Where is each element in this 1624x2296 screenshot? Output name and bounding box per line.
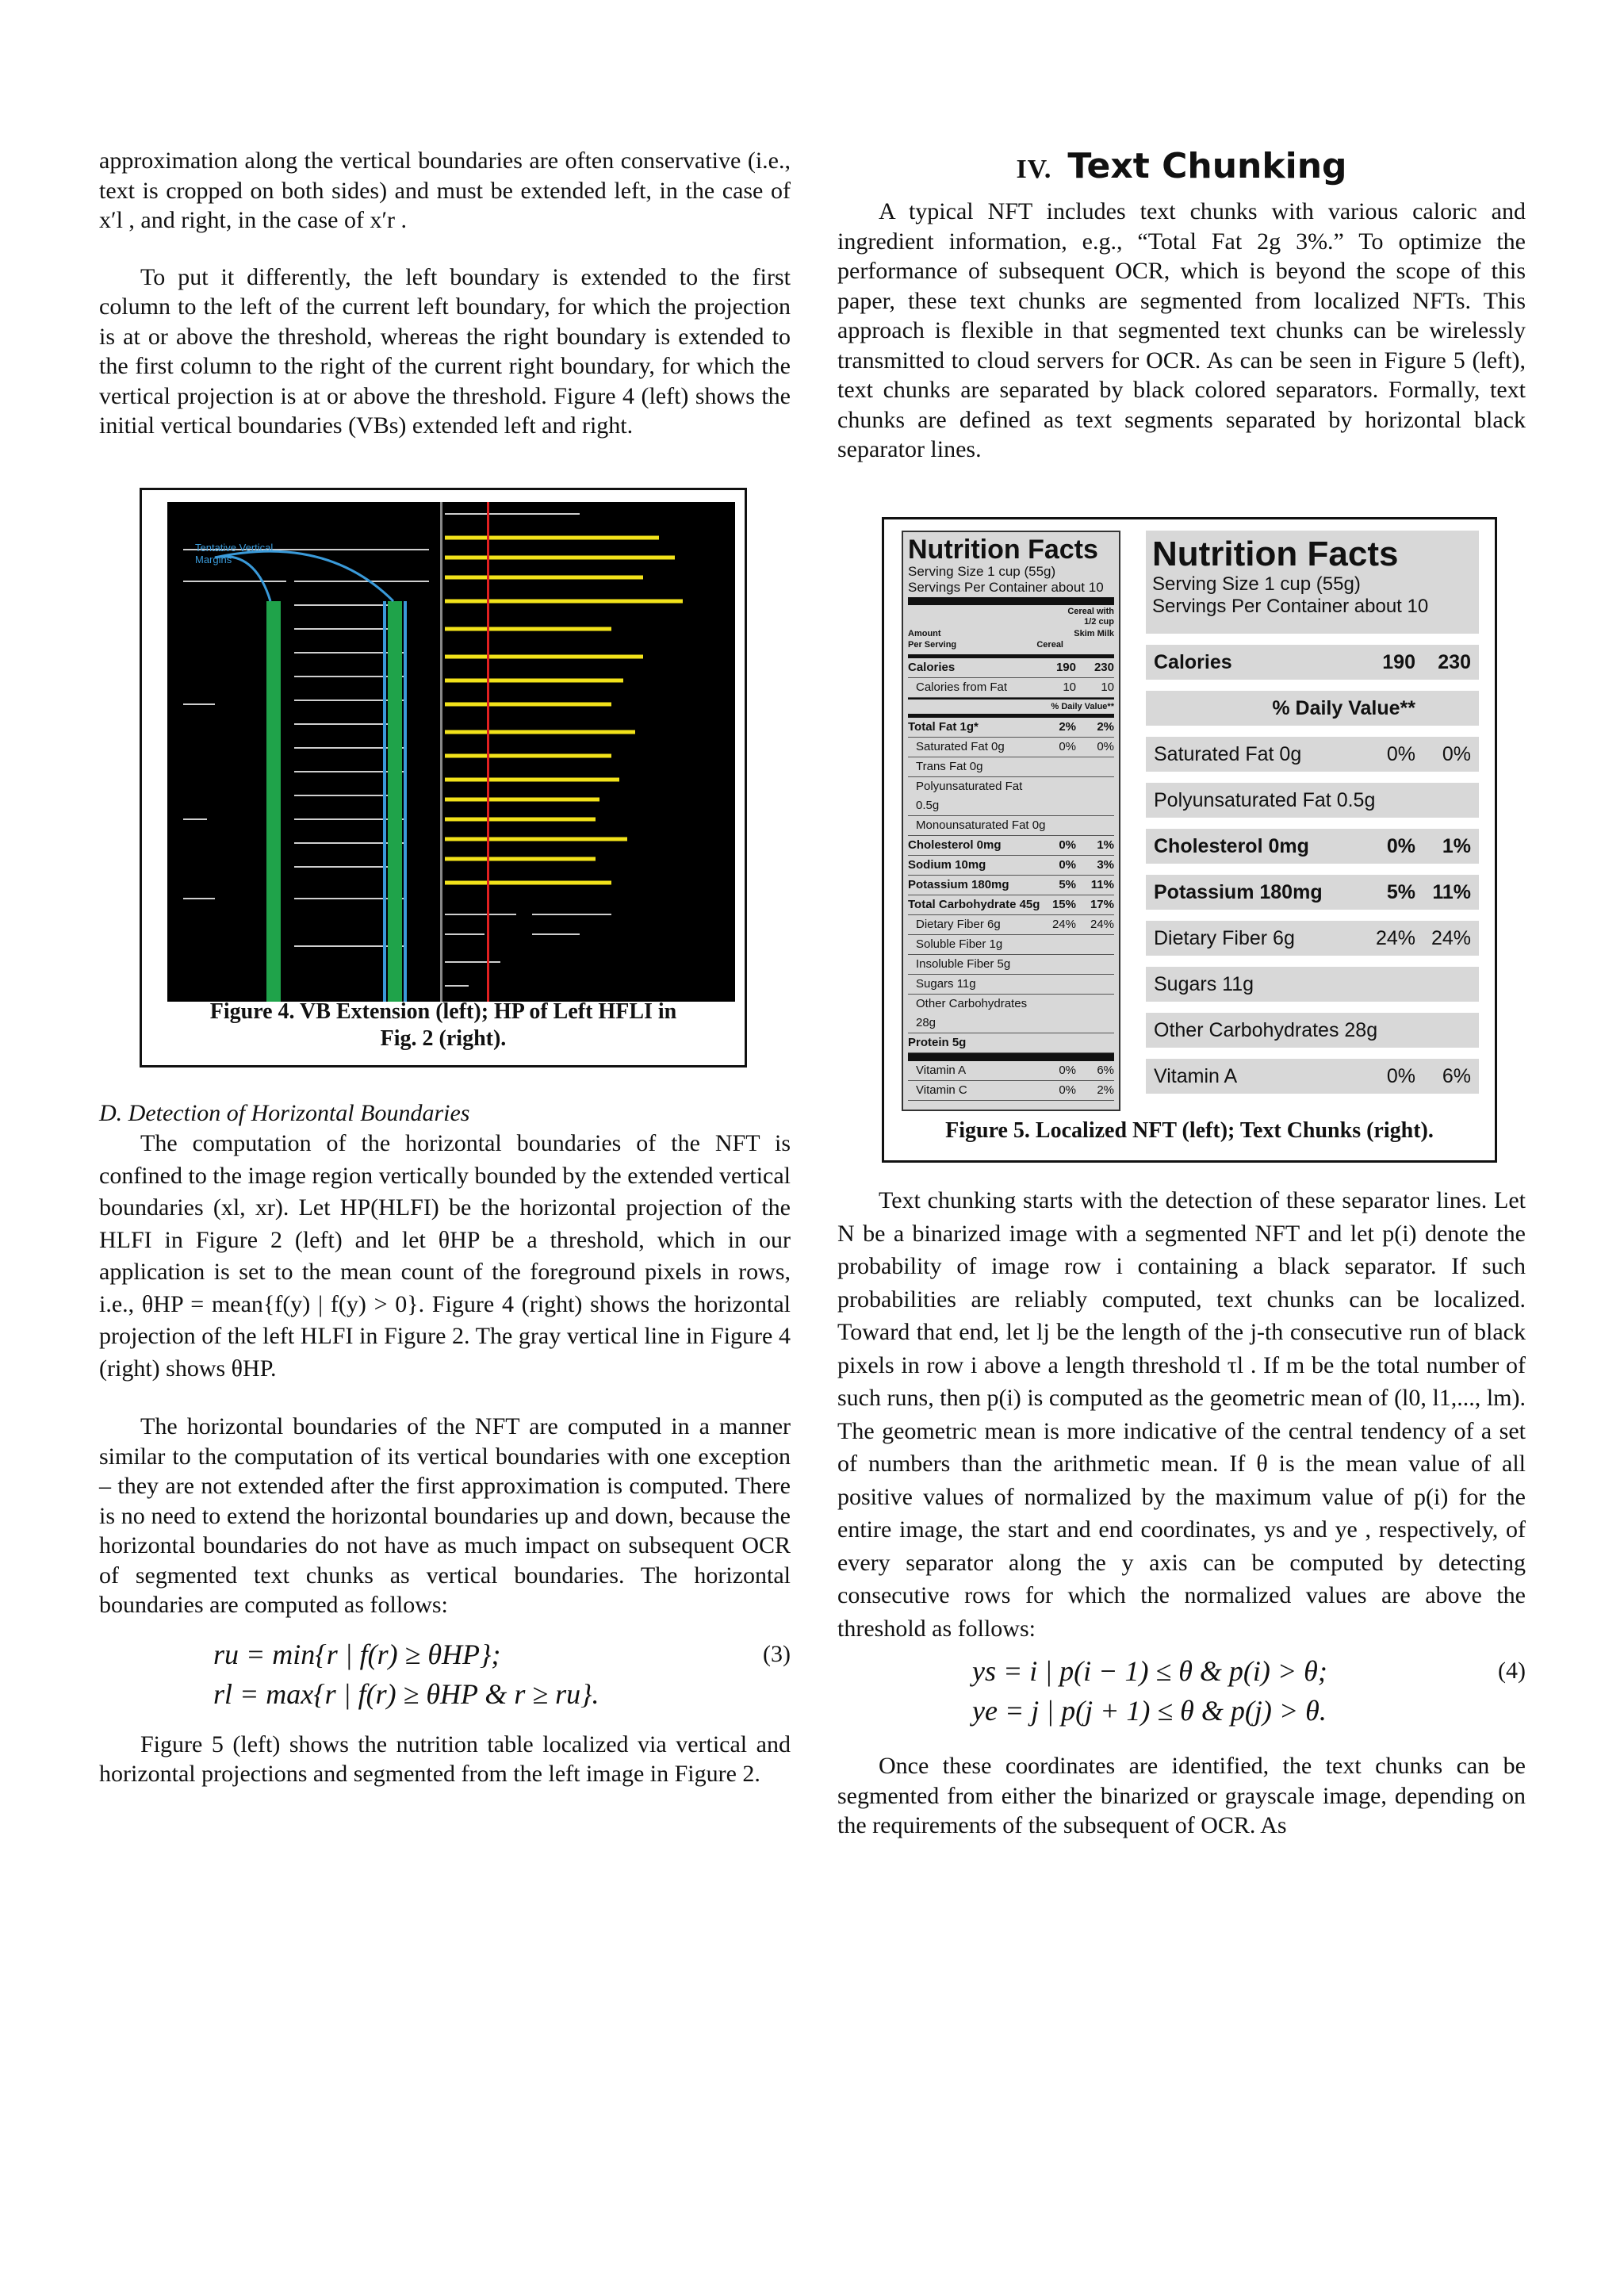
nft-row-values — [1046, 856, 1114, 875]
nft-row-value-milk: 3% — [1097, 858, 1114, 872]
nft-row — [908, 975, 1114, 995]
text-chunk-value-b: 6% — [1442, 1064, 1471, 1087]
text-chunk-values — [1387, 1065, 1471, 1088]
text-chunk-label: Vitamin A — [1154, 1064, 1238, 1087]
nft-header — [908, 605, 1114, 658]
left-column — [99, 146, 791, 441]
nft-row — [908, 995, 1114, 1033]
nft-row-label: Total Fat 1g* — [908, 720, 979, 734]
nft-row-label: Cholesterol 0mg — [908, 838, 1002, 852]
text-chunk-label: Calories — [1154, 650, 1232, 673]
chunk-serving-size: Serving Size 1 cup (55g) — [1152, 573, 1361, 595]
text-chunks — [1146, 531, 1479, 1108]
nft-row-values — [1046, 816, 1114, 835]
nft-row — [908, 856, 1114, 876]
equation-3-number: (3) — [763, 1640, 791, 1667]
nft-row-label: Calories — [908, 661, 956, 674]
nft-row-value-cereal: 0% — [1059, 838, 1076, 852]
nft-row — [908, 876, 1114, 895]
nft-row-value-milk — [1084, 777, 1114, 815]
nft-row-value-cereal — [1046, 935, 1076, 954]
right-paragraph-1: A typical NFT includes text chunks with various caloric and ingredient information, e.g., “Total Fat 2g 3%.” To optimize the performance of subsequent OCR, which is beyond the scope of this paper, these text chunks are segmented from localized NFTs. This approach is flexible in that segmented text chunks can be wirelessly transmitted to cloud servers for OCR. As can be seen in Figure 5 (left), text chunks are separated by black colored separators. Formally, text chunks are defined as text segments separated by horizontal black separator lines. — [837, 198, 1526, 462]
equation-3 — [99, 1636, 791, 1722]
right-paragraph-2: Text chunking starts with the detection of these separator lines. Let N be a binarized image with a segmented NFT and let p(i) denote the probability of image row i containing a black separator. If such probabilities are reliably computed, text chunks can be localized. Toward that end, let lj be the length of the j-th consecutive run of black pixels in row i above a length threshold τl . If m be the total number of such runs, then p(i) is computed as the geometric mean of (l0, l1,..., lm). The geometric mean is more indicative of the central tendency of a set of numbers than the arithmetic mean. If θ is the mean value of all positive values of normalized by the maximum value of p(i) for the entire image, the start and end coordinates, ys and ye , respectively, of every separator along the y axis can be computed by detecting consecutive rows for which the normalized values are above the threshold as follows: — [837, 1187, 1526, 1642]
nft-row — [908, 714, 1114, 738]
nft-serving-size: Serving Size 1 cup (55g) — [908, 564, 1056, 579]
nft-row-values — [1046, 1033, 1114, 1052]
nft-row-value-cereal — [1046, 955, 1076, 974]
text-chunk-value-a: 190 — [1382, 650, 1415, 673]
section-number: IV. — [1016, 155, 1052, 184]
left-paragraph-3: The computation of the horizontal boundaries of the NFT is confined to the image region vertically bounded by the extended vertical boundaries (xl, xr). Let HP(HLFI) be the horizontal projection of the HLFI in Figure 2 (left) and let θHP be a threshold, which in our application is set to the mean count of the foreground pixels in rows, i.e., θHP = mean{f(y) | f(y) > 0}. Figure 4 (right) shows the horizontal projection of the left HLFI in Figure 2. The gray vertical line in Figure 4 (right) shows θHP. — [99, 1130, 791, 1382]
nft-row-values — [1046, 995, 1114, 1033]
nft-row-values — [1046, 895, 1114, 914]
nft-header-skim: Skim Milk — [1074, 629, 1114, 638]
nft-row-value-milk: 10 — [1101, 680, 1114, 694]
nft-row-value-milk — [1084, 955, 1114, 974]
text-chunk-value-b: 11% — [1432, 880, 1471, 903]
text-chunk — [1146, 829, 1479, 864]
chunk-servings-per-container: Servings Per Container about 10 — [1152, 596, 1429, 617]
nft-row-values — [1046, 757, 1114, 776]
nft-row — [908, 895, 1114, 915]
text-chunk — [1146, 691, 1479, 726]
nft-row-value-milk: 230 — [1094, 661, 1114, 674]
text-chunk-values — [1376, 927, 1471, 950]
equation-3-line-2: rl = max{r | f(r) ≥ θHP & r ≥ ru}. — [213, 1677, 599, 1710]
nft-row-value-milk: 2% — [1097, 720, 1114, 734]
right-paragraph-3: Once these coordinates are identified, the text chunks can be segmented from either the binarized or grayscale image, depending on the requirements of the subsequent of OCR. As — [837, 1753, 1526, 1838]
figure-4-image — [167, 502, 735, 1002]
nft-row — [908, 816, 1114, 836]
text-chunk-label: Saturated Fat 0g — [1154, 742, 1302, 765]
nft-row-value-cereal: 0% — [1059, 858, 1076, 872]
nft-title: Nutrition Facts — [908, 535, 1098, 565]
text-chunk — [1146, 737, 1479, 772]
text-chunk — [1146, 645, 1479, 680]
nft-header-cereal-milk: Cereal with 1/2 cup — [1067, 607, 1114, 627]
nft-row-value-cereal — [1046, 777, 1076, 815]
text-chunk-values — [1387, 881, 1471, 904]
nft-row-value-milk: 2% — [1097, 1083, 1114, 1097]
text-chunk-values — [1272, 697, 1471, 720]
annotation-text: Tentative Vertical — [195, 542, 274, 554]
nft-row-values — [1046, 678, 1114, 697]
nft-row-values — [1046, 777, 1114, 815]
nft-row-value-cereal — [1046, 816, 1076, 835]
text-chunk-label: Polyunsaturated Fat 0.5g — [1154, 788, 1376, 811]
nft-row-values — [1046, 1061, 1114, 1080]
text-chunk — [1146, 1059, 1479, 1094]
figure-4 — [140, 488, 747, 1068]
nft-row-label: Soluble Fiber 1g — [916, 937, 1003, 951]
text-chunk-label: Other Carbohydrates 28g — [1154, 1018, 1378, 1041]
text-chunk-values — [1382, 651, 1471, 674]
nft-header-per: Per Serving — [908, 640, 957, 650]
left-paragraph-5: Figure 5 (left) shows the nutrition table localized via vertical and horizontal projections and segmented from the left image in Figure 2. — [99, 1731, 791, 1787]
nft-row-values — [1046, 1081, 1114, 1100]
nft-row-label: Trans Fat 0g — [916, 760, 983, 773]
nft-row-label: Other Carbohydrates 28g — [916, 997, 1028, 1029]
nft-row-value-cereal — [1046, 995, 1076, 1033]
text-chunk-value-b: 0% — [1442, 742, 1471, 765]
nft-row-values — [1046, 876, 1114, 895]
nft-row-values — [1046, 836, 1114, 855]
nft-row-value-cereal: 24% — [1051, 918, 1076, 931]
nft-header-cereal: Cereal — [1036, 640, 1063, 650]
localized-nft-table — [902, 531, 1120, 1111]
nft-servings-per-container: Servings Per Container about 10 — [908, 580, 1114, 605]
left-column-lower — [99, 1098, 791, 1789]
text-chunk-value-a: 24% — [1375, 926, 1415, 949]
section-heading — [837, 146, 1526, 197]
text-chunk — [1146, 875, 1479, 910]
left-paragraph-1: approximation along the vertical boundaries are often conservative (i.e., text is cropped on both sides) and must be extended left, in the case of x′l , and right, in the case of x′r . — [99, 148, 791, 233]
equation-3-line-1: ru = min{r | f(r) ≥ θHP}; — [213, 1638, 501, 1670]
nft-row-values — [1046, 915, 1114, 934]
green-bar-left — [266, 601, 281, 1002]
nft-daily-value: % Daily Value** — [908, 698, 1114, 714]
nft-row-value-milk — [1084, 1033, 1114, 1052]
nft-row — [908, 777, 1114, 816]
nft-row-label: Vitamin C — [916, 1083, 967, 1097]
nft-row-label: Sodium 10mg — [908, 858, 986, 872]
text-chunk-label: Dietary Fiber 6g — [1154, 926, 1295, 949]
nft-row-value-milk: 1% — [1097, 838, 1114, 852]
nft-row-value-milk: 0% — [1097, 740, 1114, 753]
nft-row — [908, 658, 1114, 678]
nft-row-value-milk — [1084, 935, 1114, 954]
text-chunk-value-a: 5% — [1386, 880, 1415, 903]
equation-4-number: (4) — [1498, 1658, 1526, 1684]
nft-row — [908, 1033, 1114, 1053]
nft-row-label: Potassium 180mg — [908, 878, 1009, 891]
text-chunk-values — [1387, 835, 1471, 858]
nft-row-values — [1046, 935, 1114, 954]
text-chunk — [1146, 1013, 1479, 1048]
right-column-lower — [837, 1184, 1526, 1841]
nft-row-value-cereal: 5% — [1059, 878, 1076, 891]
nft-row — [908, 915, 1114, 935]
nft-row-value-milk — [1084, 816, 1114, 835]
nft-row-value-cereal: 10 — [1063, 680, 1076, 694]
text-chunk-value-b: 1% — [1442, 834, 1471, 857]
nft-row — [908, 935, 1114, 955]
text-chunk — [1146, 921, 1479, 956]
subsection-title: D. Detection of Horizontal Boundaries — [99, 1100, 470, 1126]
nft-row-label: Total Carbohydrate 45g — [908, 898, 1040, 911]
equation-4-line-1: ys = i | p(i − 1) ≤ θ & p(i) > θ; — [972, 1655, 1327, 1687]
nft-row-label: Monounsaturated Fat 0g — [916, 818, 1046, 832]
nft-row-values — [1046, 658, 1114, 677]
chunk-title: Nutrition Facts — [1152, 535, 1399, 573]
left-paragraph-2: To put it differently, the left boundary is extended to the first column to the left of the current left boundary, for which the projection is at or above the threshold, whereas the right boundary is extended to the first column to the right of the current right boundary, for which the vertical projection is at or above the threshold. Figure 4 (left) shows the initial vertical boundaries (VBs) extended left and right. — [99, 263, 791, 439]
nft-row — [908, 757, 1114, 777]
svg-text:Margins: Margins — [195, 554, 232, 565]
nft-row-label: Calories from Fat — [916, 680, 1008, 694]
nft-row-value-cereal: 0% — [1059, 740, 1076, 753]
nft-row-value-milk: 24% — [1090, 918, 1114, 931]
nft-row-value-cereal — [1046, 757, 1076, 776]
nft-row — [908, 1081, 1114, 1101]
nft-row-label: Vitamin A — [916, 1064, 967, 1077]
nft-row — [908, 678, 1114, 698]
nft-row-value-milk — [1084, 975, 1114, 994]
text-chunk-value-b: 24% — [1431, 926, 1472, 949]
text-chunk-value-a: 0% — [1386, 742, 1415, 765]
text-chunk-label: Sugars 11g — [1154, 972, 1254, 995]
nft-row-values — [1046, 955, 1114, 974]
nft-row-label: Insoluble Fiber 5g — [916, 957, 1011, 971]
nft-row-value-milk: 6% — [1097, 1064, 1114, 1077]
equation-4-line-2: ye = j | p(j + 1) ≤ θ & p(j) > θ. — [972, 1695, 1327, 1727]
nft-row-label: Saturated Fat 0g — [916, 740, 1005, 753]
nft-row-value-milk — [1084, 995, 1114, 1033]
text-chunk — [1146, 967, 1479, 1002]
nft-header-amount: Amount — [908, 629, 941, 638]
green-bar-right — [388, 601, 402, 1002]
nft-row-value-cereal: 0% — [1059, 1064, 1076, 1077]
text-chunk — [1146, 783, 1479, 818]
text-chunk-value-b: 230 — [1438, 650, 1471, 673]
nft-row-label: Protein 5g — [908, 1036, 967, 1049]
nft-row-value-cereal: 15% — [1051, 898, 1076, 911]
nft-row-value-milk: 17% — [1090, 898, 1114, 911]
nft-row-values — [1046, 738, 1114, 757]
nft-row-label: Dietary Fiber 6g — [916, 918, 1001, 931]
nft-row-values — [1046, 718, 1114, 737]
nft-row-value-milk — [1084, 757, 1114, 776]
right-column — [837, 146, 1526, 465]
nft-row-value-cereal — [1046, 975, 1076, 994]
nft-row-value-cereal: 2% — [1059, 720, 1076, 734]
chunk-title-block — [1146, 531, 1479, 634]
nft-row-values — [1046, 975, 1114, 994]
figure-5-caption: Figure 5. Localized NFT (left); Text Chunks (right). — [945, 1118, 1434, 1143]
nft-row — [908, 836, 1114, 856]
text-chunk-values — [1387, 743, 1471, 766]
text-chunk-label: Cholesterol 0mg — [1154, 834, 1309, 857]
figure-4-caption: Figure 4. VB Extension (left); HP of Left HFLI in Fig. 2 (right). — [209, 999, 677, 1051]
nft-row-value-cereal — [1046, 1033, 1076, 1052]
text-chunk-value-a: 0% — [1386, 834, 1415, 857]
nft-row — [908, 738, 1114, 757]
nft-row-value-cereal: 190 — [1055, 661, 1076, 674]
nft-row — [908, 1053, 1114, 1081]
figure-5 — [882, 517, 1497, 1163]
threshold-line — [487, 502, 489, 1002]
nft-row-label: Polyunsaturated Fat 0.5g — [916, 780, 1023, 812]
text-chunk-value-a: 0% — [1386, 1064, 1415, 1087]
nft-row-label: Sugars 11g — [916, 977, 976, 991]
text-chunk-value-b — [1431, 697, 1471, 720]
equation-4 — [837, 1653, 1526, 1740]
nft-row-value-cereal: 0% — [1059, 1083, 1076, 1097]
section-title: Text Chunking — [1067, 146, 1347, 186]
nft-row — [908, 955, 1114, 975]
text-chunk-value-a: % Daily Value** — [1272, 696, 1415, 719]
left-paragraph-4: The horizontal boundaries of the NFT are computed in a manner similar to the computation of its vertical boundaries with one exception – they are not extended after the first approximation is computed. There is no need to extend the horizontal boundaries up and down, because the horizontal boundaries do not have as much impact on subsequent OCR of segmented text chunks as vertical boundaries. The horizontal boundaries are computed as follows: — [99, 1413, 791, 1618]
nft-row-value-milk: 11% — [1090, 878, 1114, 891]
text-chunk-label: Potassium 180mg — [1154, 880, 1323, 903]
